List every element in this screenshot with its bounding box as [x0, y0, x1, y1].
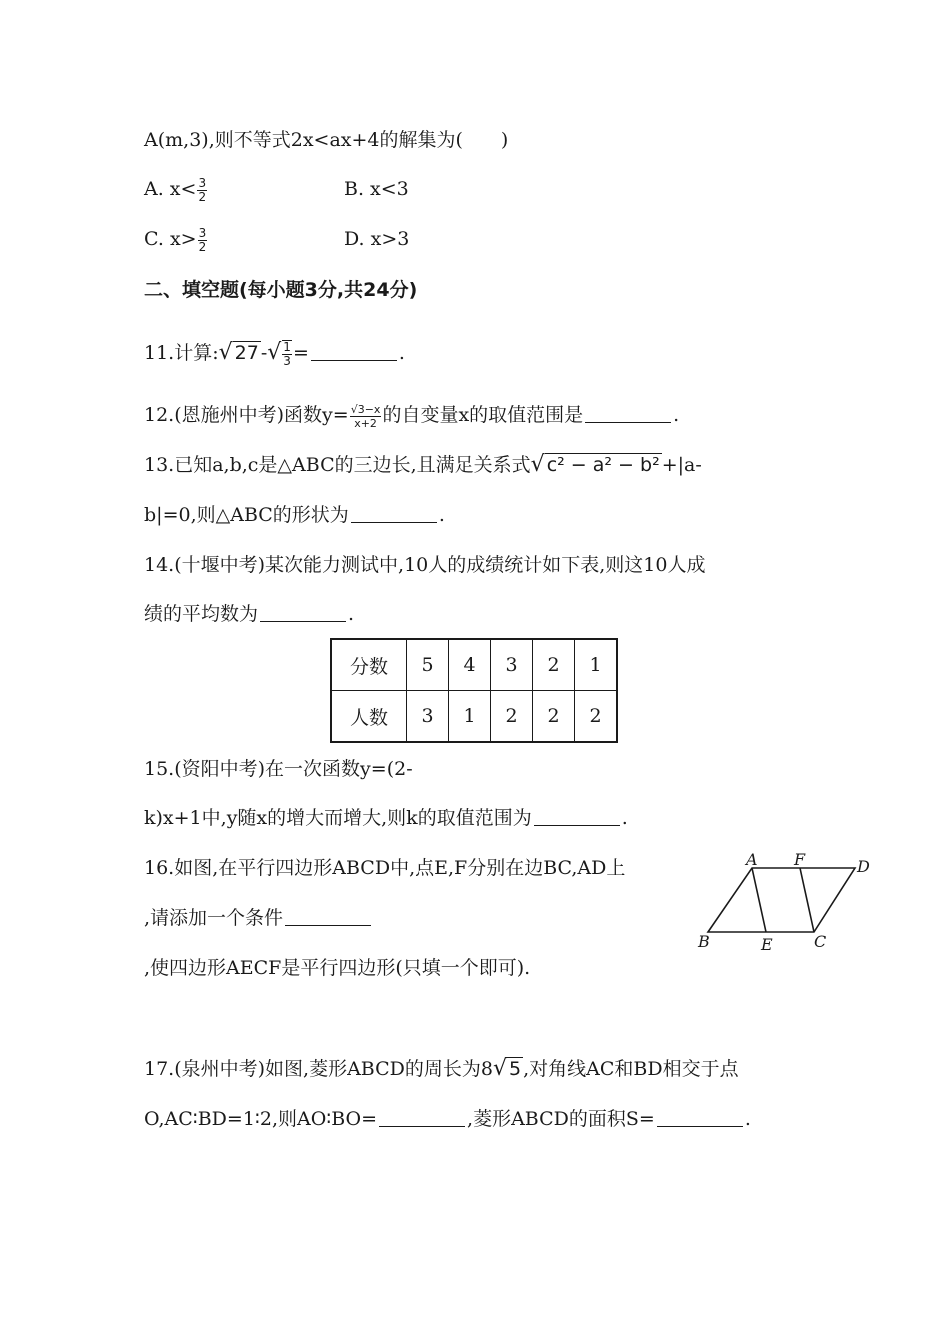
question-17-line-1: 17.(泉州中考)如图,菱形ABCD的周长为8√ 5 ,对角线AC和BD相交于点 — [144, 1056, 739, 1081]
table-cell: 2 — [533, 691, 575, 743]
segment-ae — [752, 868, 766, 932]
sqrt-symbol: √ — [218, 340, 233, 365]
table-header: 人数 — [331, 691, 407, 743]
table-cell: 1 — [449, 691, 491, 743]
q10-option-b: B. x<3 — [344, 178, 409, 200]
score-table — [330, 638, 618, 743]
section-title: 二、填空题(每小题3分,共24分) — [144, 279, 418, 301]
question-12: 12.(恩施州中考)函数y= $\frac{√3-x}{x+2}$ 的自变量x的取值范围是 . — [144, 402, 680, 430]
answer-blank[interactable] — [585, 402, 671, 423]
question-13-line-2: b|=0,则△ABC的形状为 . — [144, 504, 445, 526]
parallelogram-abcd — [708, 868, 855, 932]
question-14-line-2: 绩的平均数为 . — [144, 603, 355, 625]
table-cell: 1 — [575, 639, 618, 691]
q10-stem: A(m,3),则不等式2x<ax+4的解集为( ) — [144, 129, 509, 151]
answer-blank[interactable] — [260, 601, 346, 622]
answer-blank[interactable] — [379, 1106, 465, 1127]
answer-blank[interactable] — [657, 1106, 743, 1127]
fraction: $\frac{3}{2}$ — [198, 175, 207, 204]
answer-blank[interactable] — [351, 502, 437, 523]
question-17-line-2: O,AC∶BD=1∶2,则AO∶BO= ,菱形ABCD的面积S= . — [144, 1108, 751, 1130]
question-15-line-2: k)x+1中,y随x的增大而增大,则k的取值范围为 . — [144, 807, 628, 829]
question-15-line-1: 15.(资阳中考)在一次函数y=(2- — [144, 758, 413, 780]
table-cell: 4 — [449, 639, 491, 691]
table-cell: 5 — [407, 639, 449, 691]
fraction: $\frac{3}{2}$ — [198, 225, 207, 254]
q10-option-c: C. x> $\frac{3}{2}$ — [144, 225, 207, 254]
answer-blank[interactable] — [285, 905, 371, 926]
label-c: C — [814, 932, 827, 951]
segment-fc — [800, 868, 814, 932]
answer-blank[interactable] — [311, 340, 397, 361]
question-14-line-1: 14.(十堰中考)某次能力测试中,10人的成绩统计如下表,则这10人成 — [144, 554, 706, 576]
question-16-line-2: ,请添加一个条件 — [144, 905, 373, 931]
table-cell: 3 — [491, 639, 533, 691]
table-cell: 2 — [491, 691, 533, 743]
question-13-line-1: 13.已知a,b,c是△ABC的三边长,且满足关系式√ c² − a² − b² +|a- — [144, 452, 702, 477]
fraction: $\frac{√3-x}{x+2}$ — [350, 402, 381, 430]
label-e: E — [761, 935, 773, 954]
question-16-line-3: ,使四边形AECF是平行四边形(只填一个即可). — [144, 957, 531, 979]
table-cell: 2 — [575, 691, 618, 743]
fraction: $\frac{1}{3}$ — [283, 340, 291, 368]
sqrt-symbol: √ — [530, 452, 545, 477]
table-cell: 3 — [407, 691, 449, 743]
q10-option-d: D. x>3 — [344, 228, 410, 250]
parallelogram-figure — [690, 846, 880, 958]
answer-blank[interactable] — [534, 805, 620, 826]
question-11: 11.计算:√ 27 -√ $\frac{1}{3}$ = . — [144, 340, 405, 368]
label-f: F — [794, 850, 806, 869]
table-header: 分数 — [331, 639, 407, 691]
table-row — [331, 691, 617, 743]
table-row — [331, 639, 617, 691]
label-b: B — [698, 932, 710, 951]
label-d: D — [857, 857, 870, 876]
sqrt-symbol: √ — [267, 340, 282, 365]
table-cell: 2 — [533, 639, 575, 691]
q10-option-a: A. x< $\frac{3}{2}$ — [144, 175, 207, 204]
question-16-line-1: 16.如图,在平行四边形ABCD中,点E,F分别在边BC,AD上 — [144, 857, 626, 879]
label-a: A — [746, 850, 758, 869]
sqrt-symbol: √ — [492, 1056, 508, 1081]
